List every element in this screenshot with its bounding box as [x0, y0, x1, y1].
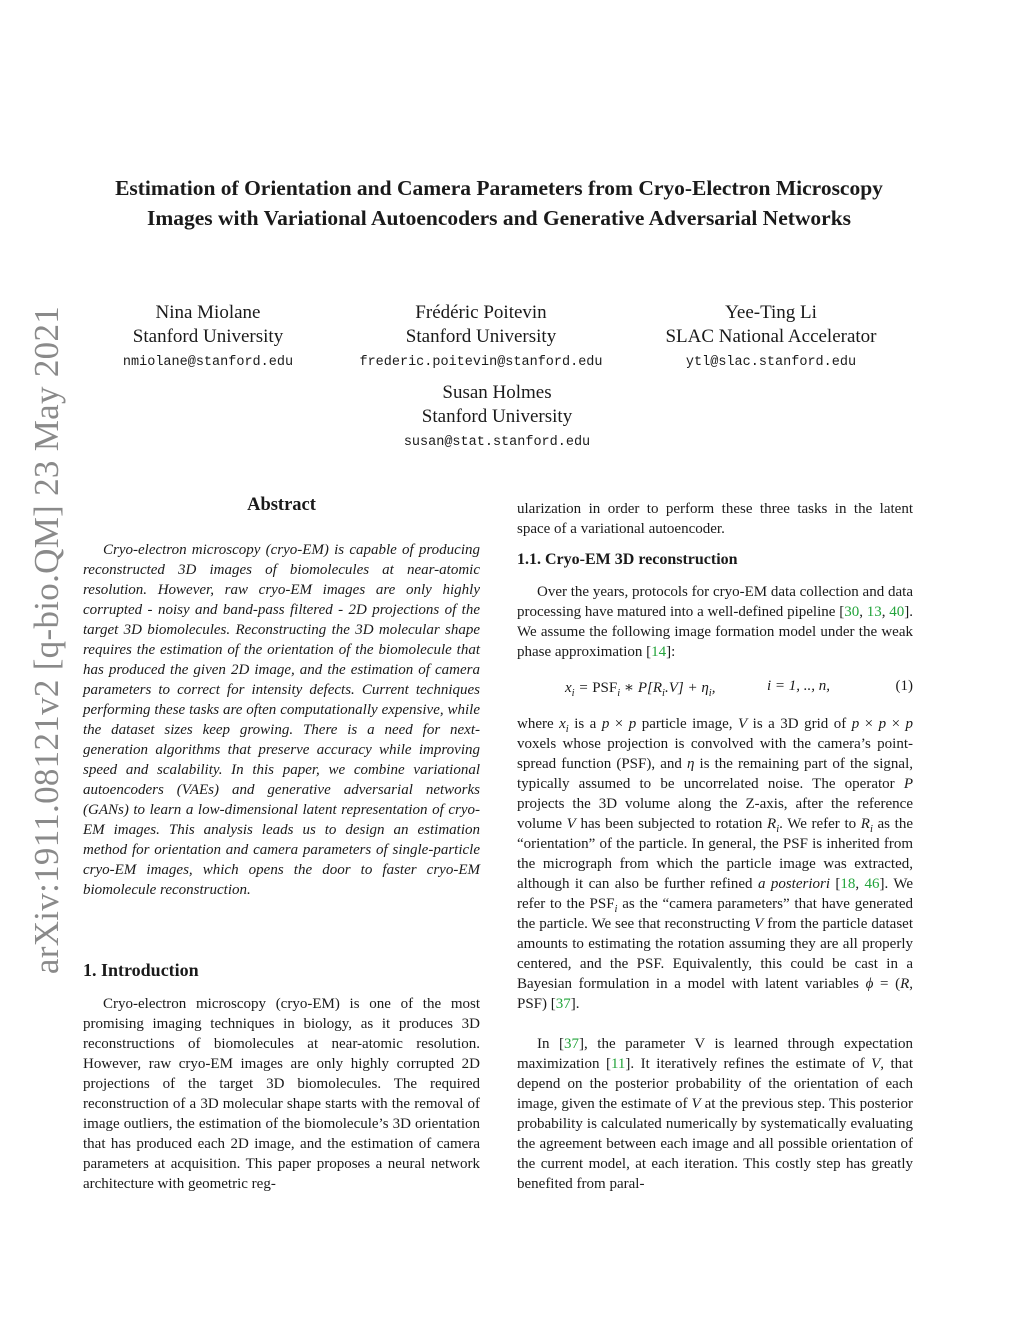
author-email: susan@stat.stanford.edu: [403, 435, 591, 450]
citation-link[interactable]: 40: [889, 604, 905, 620]
citation-link[interactable]: 11: [610, 1056, 626, 1072]
author-name: Susan Holmes: [442, 382, 552, 403]
author-affiliation: SLAC National Accelerator: [665, 326, 877, 347]
author-block: [621, 301, 921, 373]
subsection-paragraph-3: In [37], the parameter V is learned through expectation maximization [11]. It iteratively refines the estimate of V, that depend on the posterior probability of the orientation of each image, given the estimate of V at the previous step. This posterior probability is calculated numerically by systematically evaluating the agreement between each image and all possible orientation of the current model, at each iteration. This costly step has greatly benefited from paral-: [517, 1036, 914, 1192]
author-affiliation: Stanford University: [405, 326, 557, 347]
arxiv-identifier-text: arXiv:1911.08121v2 [q-bio.QM] 23 May 2021: [27, 305, 66, 975]
citation-link[interactable]: 37: [555, 996, 571, 1012]
introduction-continuation: ularization in order to perform these three tasks in the latent space of a variational autoencoder.: [517, 501, 913, 537]
citation-link[interactable]: 46: [864, 876, 880, 892]
subsection-paragraph-2: where $x_i$ is a p × p particle image, V is a 3D grid of p × p × p voxels whose projection is convolved with the camera’s point-spread function (PSF), and η is the remaining part of the signal, typically assumed to be uncorrelated noise. The operator P projects the 3D volume along the Z-axis, after the reference volume V has been subjected to rotation $R_i$. We refer to $R_i$ as the “orientation” of the particle. In general, the PSF is inherited from the micrograph from which the particle image was extracted, although it can also be further refined a posteriori [18, 46]. We refer to the $PSF_i$ as the “camera parameters” that have generated the particle. We see that reconstructing V from the particle dataset amounts to estimating the rotation assuming they are all properly centered, and the PSF. Equivalently, this could be cast in a Bayesian formulation in a model with latent variables ϕ = (R, PSF) [37].: [517, 716, 914, 1012]
author-name: Yee-Ting Li: [725, 302, 817, 323]
introduction-heading: 1. Introduction: [83, 960, 199, 980]
equation-expression: $x_i = PSF_i$ ∗ $P[R_i.V] + \eta_i$,: [565, 680, 716, 699]
arxiv-identifier-stamp: [22, 305, 72, 975]
citation-link[interactable]: 18: [840, 876, 856, 892]
author-block: [58, 301, 358, 373]
author-email: ytl@slac.stanford.edu: [685, 355, 857, 370]
subsection-heading: 1.1. Cryo-EM 3D reconstruction: [517, 551, 738, 568]
equation-1: [517, 678, 913, 704]
author-affiliation: Stanford University: [421, 406, 573, 427]
equation-range: i = 1, .., n,: [767, 678, 831, 694]
author-email: nmiolane@stanford.edu: [122, 355, 294, 370]
author-block: [347, 381, 647, 453]
abstract-heading: Abstract: [247, 495, 316, 515]
abstract-text: Cryo-electron microscopy (cryo-EM) is capable of producing reconstructed 3D images of biomolecules at near-atomic resolution. However, raw cryo-EM images are only highly corrupted - noisy and band-pass filtered - 2D projections of the target 3D biomolecules. Reconstructing the 3D molecular shape requires the estimation of the orientation of the biomolecule that has produced the given 2D image, and the estimation of camera parameters to correct for intensity defects. Current techniques performing these tasks are often computationally expensive, while the dataset sizes keep growing. There is a need for next-generation algorithms that preserve accuracy while improving speed and scalability. In this paper, we combine variational autoencoders (VAEs) and generative adversarial networks (GANs) to learn a low-dimensional latent representation of cryo-EM images. This analysis leads us to design an estimation method for orientation and camera parameters of single-particle cryo-EM images, which opens the door to faster cryo-EM biomolecule reconstruction.: [83, 542, 480, 898]
author-affiliation: Stanford University: [132, 326, 284, 347]
author-block: [331, 301, 631, 373]
subsection-paragraph-1: Over the years, protocols for cryo-EM data collection and data processing have matured into a well-defined pipeline [30, 13, 40]. We assume the following image formation model under the weak phase approximation [14]:: [517, 584, 913, 660]
paper-title: Estimation of Orientation and Camera Parameters from Cryo-Electron Microscopy Images with Variational Autoencoders and Generative Adversarial Networks: [115, 176, 883, 230]
equation-number: (1): [895, 678, 913, 694]
author-email: frederic.poitevin@stanford.edu: [359, 355, 603, 370]
author-name: Nina Miolane: [155, 302, 261, 323]
citation-link[interactable]: 14: [651, 644, 667, 660]
citation-link[interactable]: 13: [866, 604, 882, 620]
author-name: Frédéric Poitevin: [415, 302, 547, 323]
citation-link[interactable]: 30: [844, 604, 860, 620]
introduction-paragraph: Cryo-electron microscopy (cryo-EM) is one of the most promising imaging techniques in biology, as it produces 3D reconstructions of biomolecules at near-atomic resolution. However, raw cryo-EM images are only highly corrupted 2D projections of the target 3D biomolecules. The required reconstruction of a 3D molecular shape starts with the removal of image outliers, the estimation of the biomolecule’s 3D orientation that has produced each 2D image, and the estimation of camera parameters at acquisition. This paper proposes a neural network architecture with geometric reg-: [83, 996, 480, 1192]
citation-link[interactable]: 37: [564, 1036, 580, 1052]
